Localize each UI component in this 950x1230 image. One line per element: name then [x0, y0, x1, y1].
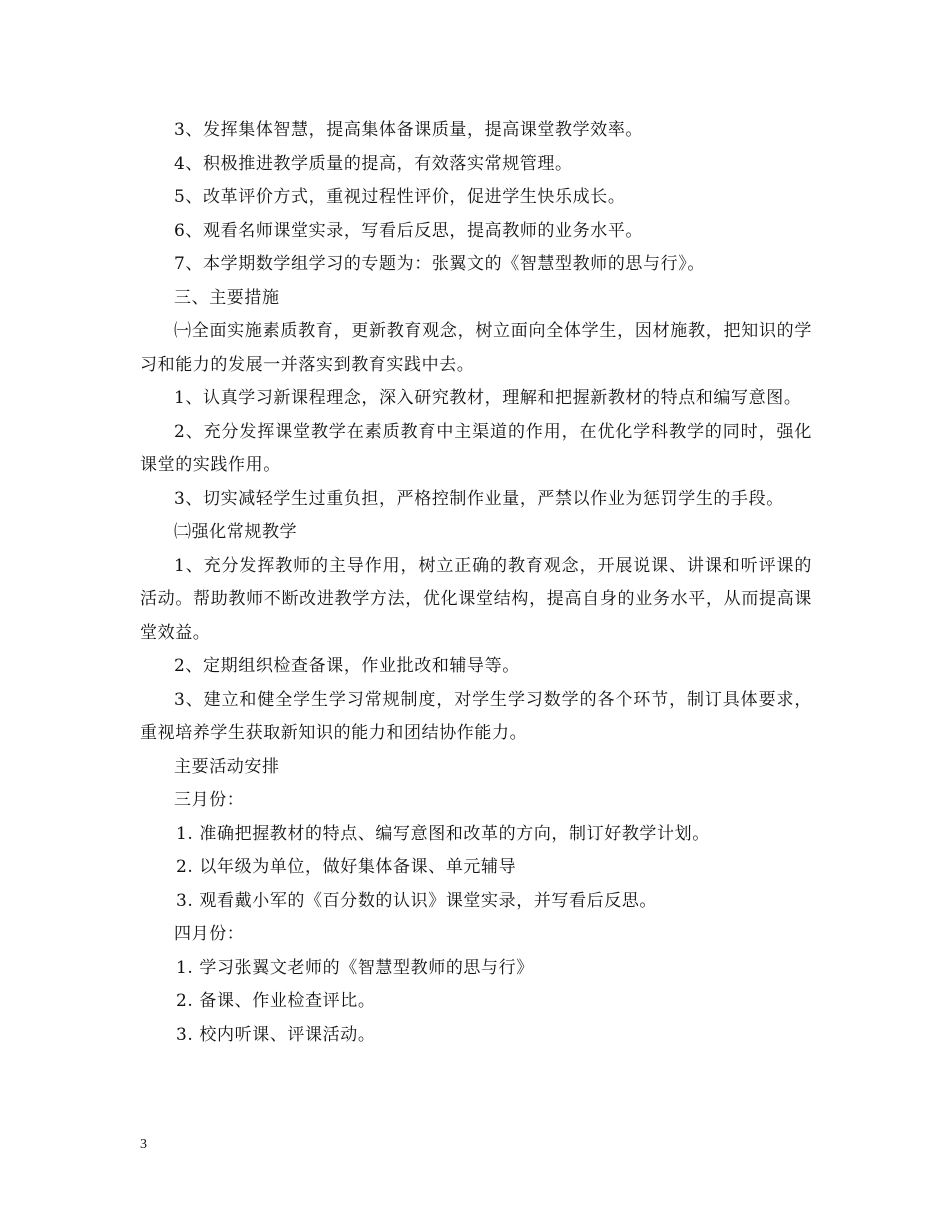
paragraph: ㈠全面实施素质教育，更新教育观念，树立面向全体学生，因材施教，把知识的学习和能力的发展一并落实到教育实践中去。: [140, 321, 812, 375]
paragraph: 6、观看名师课堂实录，写看后反思，提高教师的业务水平。: [174, 220, 644, 241]
list-item: 3. 校内听课、评课活动。: [176, 1024, 376, 1045]
list-item: 1. 学习张翼文老师的《智慧型教师的思与行》: [176, 957, 534, 978]
paragraph: 3、发挥集体智慧，提高集体备课质量，提高课堂教学效率。: [174, 120, 644, 140]
paragraph: 1、充分发挥教师的主导作用，树立正确的教育观念，开展说课、讲课和听评课的活动。帮助教师不断改进教学方法，优化课堂结构，提高自身的业务水平，从而提高课堂效益。: [140, 555, 812, 643]
section-heading: 主要活动安排: [174, 756, 280, 777]
document-body: [140, 114, 812, 1052]
paragraph: 7、本学期数学组学习的专题为：张翼文的《智慧型教师的思与行》。: [174, 254, 705, 274]
paragraph: 1、认真学习新课程理念，深入研究教材，理解和把握新教材的特点和编写意图。: [174, 388, 802, 408]
list-item: 2. 以年级为单位，做好集体备课、单元辅导: [176, 857, 517, 877]
paragraph: 2、充分发挥课堂教学在素质教育中主渠道的作用，在优化学科教学的同时，强化课堂的实践作用。: [140, 421, 812, 475]
paragraph: 3、切实减轻学生过重负担，严格控制作业量，严禁以作业为惩罚学生的手段。: [174, 488, 784, 509]
page-number: 3: [140, 1137, 147, 1152]
paragraph: 4、积极推进教学质量的提高，有效落实常规管理。: [174, 153, 573, 174]
section-heading: 三、主要措施: [174, 287, 280, 308]
paragraph: 5、改革评价方式，重视过程性评价，促进学生快乐成长。: [174, 187, 626, 207]
list-item: 3. 观看戴小军的《百分数的认识》课堂实录，并写看后反思。: [176, 890, 658, 911]
list-item: 2. 备课、作业检查评比。: [176, 991, 376, 1011]
paragraph: 3、建立和健全学生学习常规制度，对学生学习数学的各个环节，制订具体要求，重视培养学生获取新知识的能力和团结协作能力。: [140, 689, 812, 743]
list-item: 1. 准确把握教材的特点、编写意图和改革的方向，制订好教学计划。: [176, 823, 710, 844]
month-heading: 三月份：: [174, 790, 245, 810]
subsection-heading: ㈡强化常规教学: [174, 522, 298, 542]
month-heading: 四月份：: [174, 924, 245, 944]
paragraph: 2、定期组织检查备课，作业批改和辅导等。: [174, 656, 520, 676]
